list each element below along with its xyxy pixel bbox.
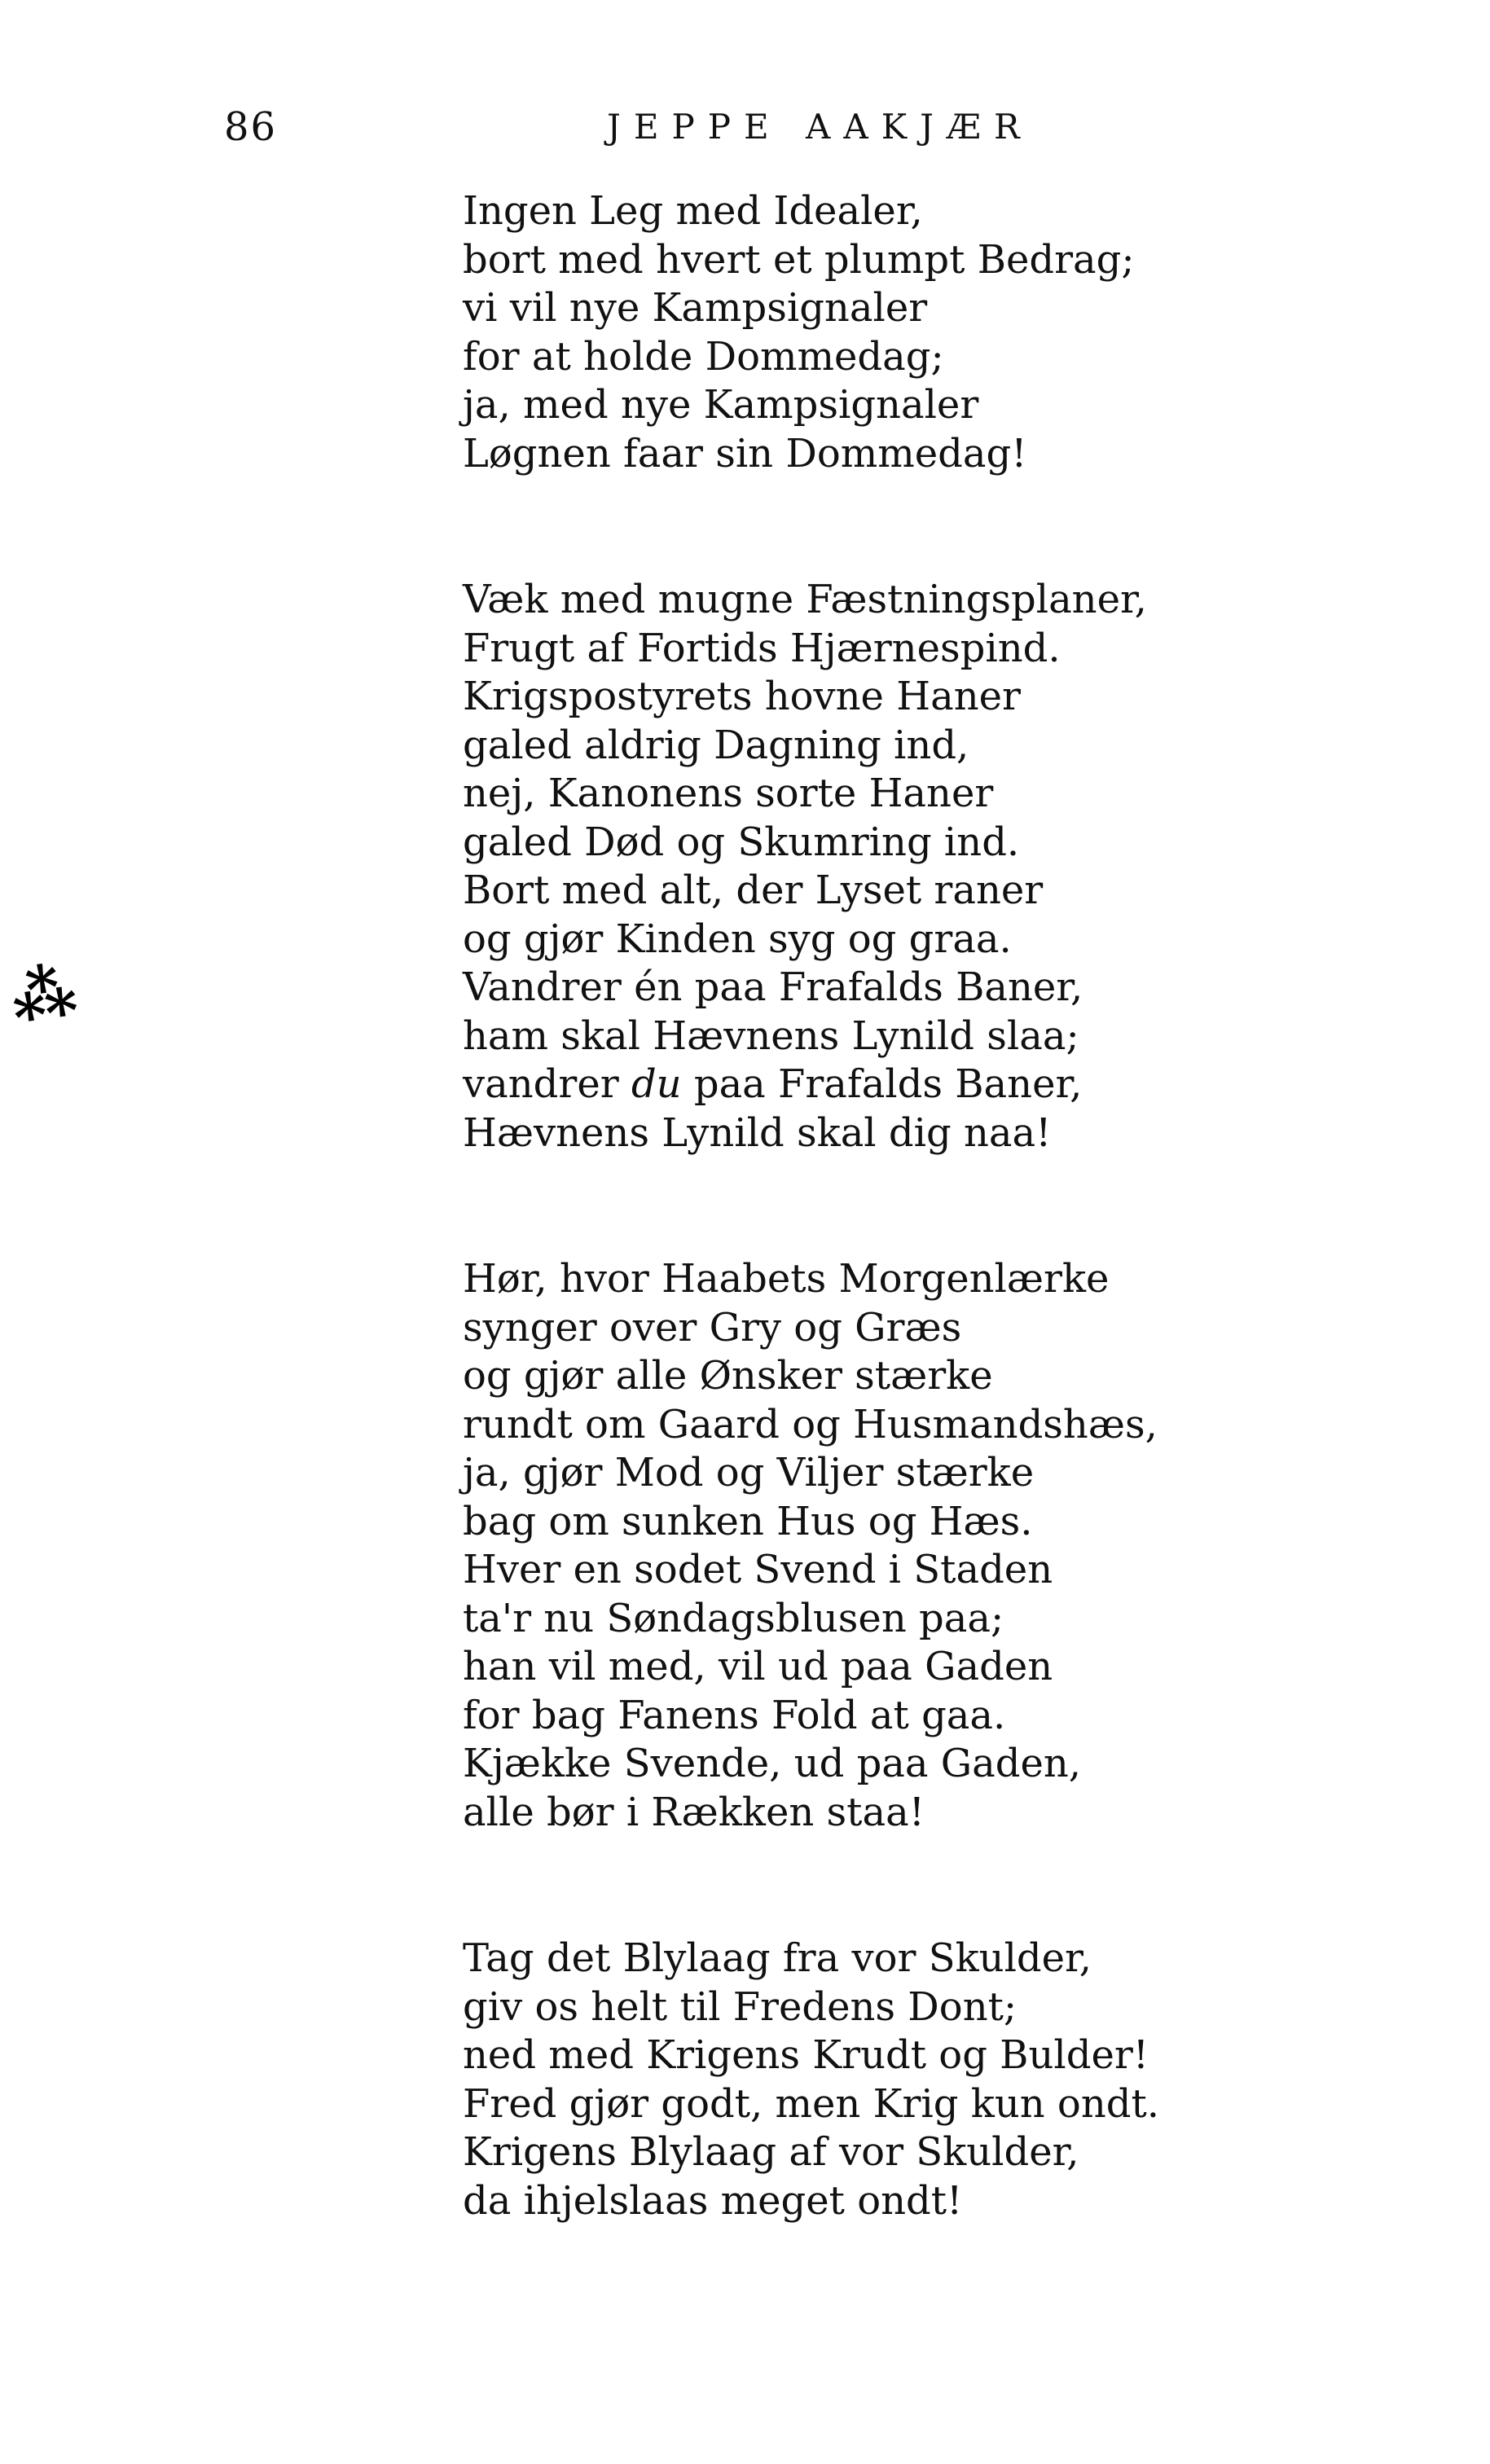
poem-line: galed Død og Skumring ind. — [463, 819, 1020, 865]
poem-line: ja, gjør Mod og Viljer stærke — [463, 1450, 1035, 1496]
poem-line: bort med hvert et plumpt Bedrag; — [463, 236, 1135, 283]
poem-line: synger over Gry og Græs — [463, 1304, 962, 1351]
italic-word: du — [631, 1061, 682, 1107]
poem-line: rundt om Gaard og Husmandshæs, — [463, 1401, 1158, 1447]
page-number: 86 — [224, 104, 278, 150]
poem-line: ned med Krigens Krudt og Bulder! — [463, 2032, 1149, 2078]
poem-line: Kjække Svende, ud paa Gaden, — [463, 1741, 1082, 1786]
line-part: paa Frafalds Baner, — [681, 1061, 1083, 1107]
poem-line: og gjør Kinden syg og graa. — [463, 916, 1012, 962]
poem-line: Væk med mugne Fæstningsplaner, — [463, 577, 1147, 622]
poem-line: og gjør alle Ønsker stærke — [463, 1353, 993, 1399]
poem-line: galed aldrig Dagning ind, — [463, 722, 969, 768]
poem-line: ja, med nye Kampsignaler — [463, 382, 979, 428]
poem-line: da ihjelslaas meget ondt! — [463, 2177, 963, 2224]
poem-line: nej, Kanonens sorte Haner — [463, 771, 994, 816]
poem-line: ta'r nu Søndagsblusen paa; — [463, 1595, 1004, 1641]
poem-line: giv os helt til Fredens Dont; — [463, 1983, 1018, 2030]
poem-line: for bag Fanens Fold at gaa. — [463, 1692, 1006, 1738]
poem-line: han vil med, vil ud paa Gaden — [463, 1644, 1053, 1689]
stanza-2 — [463, 576, 1440, 1157]
poem-line: Hver en sodet Svend i Staden — [463, 1547, 1053, 1592]
poem-line: Hør, hvor Haabets Morgenlærke — [463, 1256, 1110, 1302]
poem-line: Krigspostyrets hovne Haner — [463, 674, 1021, 719]
poem-line: Bort med alt, der Lyset raner — [463, 867, 1044, 913]
poem-line: bag om sunken Hus og Hæs. — [463, 1498, 1033, 1544]
poem-line: Vandrer én paa Frafalds Baner, — [463, 964, 1083, 1010]
poem-line: Krigens Blylaag af vor Skulder, — [463, 2129, 1079, 2175]
running-head: JEPPE AAKJÆR — [607, 107, 1033, 147]
poem-line: Frugt af Fortids Hjærnespind. — [463, 625, 1061, 671]
margin-mark: ⁂ — [6, 953, 81, 1037]
poem-line: Ingen Leg med Idealer, — [463, 188, 923, 234]
poem-line — [463, 1061, 1440, 1109]
line-part: vandrer — [463, 1061, 631, 1107]
poem-line: alle bør i Rækken staa! — [463, 1789, 925, 1835]
stanza-1 — [463, 187, 1440, 478]
poem-line: ham skal Hævnens Lynild slaa; — [463, 1012, 1079, 1059]
stanza-4 — [463, 1935, 1440, 2225]
poem-line: Løgnen faar sin Dommedag! — [463, 430, 1027, 477]
poem-line: for at holde Dommedag; — [463, 333, 944, 380]
poem-line: Fred gjør godt, men Krig kun ondt. — [463, 2080, 1159, 2127]
stanza-3 — [463, 1255, 1440, 1837]
poem-line: Hævnens Lynild skal dig naa! — [463, 1109, 1052, 1156]
poem-line: vi vil nye Kampsignaler — [463, 285, 928, 331]
poem — [463, 187, 1440, 2323]
poem-line: Tag det Blylaag fra vor Skulder, — [463, 1935, 1092, 1981]
